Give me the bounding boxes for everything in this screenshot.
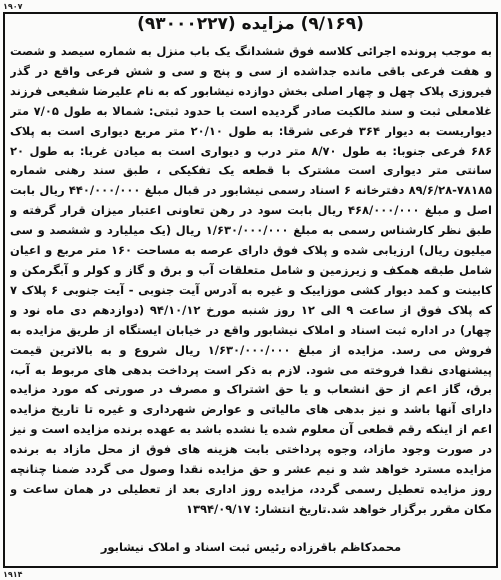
notice-title: (۹/۱۶۹) مزایده (۹۳۰۰۰۲۲۷) bbox=[137, 14, 364, 34]
page-number-top: ۱۹۰۷ bbox=[3, 2, 23, 11]
notice-body: به موجب پرونده اجرائی کلاسه فوق ششدانگ یک باب منزل به شماره سیصد و شصت و هفت فرعی باقی مانده جداشده از سی و پنج و سی و شش فرعی واقع در گذر فیروزی پلاک چهل و چهار اصلی بخش دوازده نیشابور که به نام علیرضا شفیعی فرزند غلامعلی ثبت و سند مالکیت صادر گردیده است با حدود ثبتی: شمالا به طول ۷/۰۵ متر دیواریست به دیوار ۳۶۴ فرعی شرقا: به طول ۲۰/۱۰ متر مربع دیواری است به پلاک ۶۸۶ فرعی جنوبا: به طول ۸/۷۰ متر درب و دیواری است به میادن غربا: به طول ۲۰ سانتی متر دیواری است مشترک با قطعه یک تفکیکی ، طبق سند رهنی شماره ۷۸۱۸۵-۸۹/۶/۲۸ دفترخانه ۶ اسناد رسمی نیشابور در قبال مبلغ ۴۴۰/۰۰۰/۰۰۰ ریال بابت اصل و مبلغ ۴۶۸/۰۰۰/۰۰۰ ریال بابت سود در رهن تعاونی اعتبار میزان قرار گرفته و طبق نظر کارشناس رسمی به مبلغ ۱/۶۳۰/۰۰۰/۰۰۰ ریال (یک میلیارد و ششصد و سی میلیون ریال) ارزیابی شده و پلاک فوق دارای عرصه به مساحت ۱۶۰ متر مربع و اعیان شامل طبقه همکف و زیرزمین و شامل متعلقات آب و برق و گاز و کولر و آبگرمکن و کابینت و کمد دیوار کشی موزاییک و غیره به آدرس آیت جنوبی - آیت جنوبی ۶ پلاک ۷ که پلاک فوق از ساعت ۹ الی ۱۲ روز شنبه مورخ ۹۴/۱۰/۱۲ (دوازدهم دی ماه نود و چهار) در اداره ثبت اسناد و املاک نیشابور واقع در خیابان ایستگاه از طریق مزایده به فروش می رسد. مزایده از مبلغ ۱/۶۳۰/۰۰۰/۰۰۰ ریال شروع و به بالاترین قیمت پیشنهادی نقدا فروخته می شود. لازم به ذکر است پرداخت بدهی های مربوط به آب، برق، گاز اعم از حق انشعاب و یا حق اشتراک و مصرف در صورتی که مورد مزایده دارای آنها باشد و نیز بدهی های مالیاتی و عوارض شهرداری و غیره تا تاریخ مزایده اعم از اینکه رقم قطعی آن معلوم شده یا نشده باشد به عهده برنده مزایده است و نیز در صورت وجود مازاد، وجوه پرداختی بابت هزینه های فوق از محل مازاد به برنده مزایده مسترد خواهد شد و نیم عشر و حق مزایده نقدا وصول می گردد ضمنا چنانچه روز مزایده تعطیل رسمی گردد، مزایده روز اداری بعد از تعطیلی در همان ساعت و مکان مقرر برگزار خواهد شد.تاریخ انتشار: ۱۳۹۴/۰۹/۱۷ bbox=[10, 44, 492, 516]
notice-signature: محمدکاظم باقرزاده رئیس ثبت اسناد و املاک نیشابور bbox=[100, 540, 402, 554]
page-number-bottom: ۱۹۱۴ bbox=[3, 570, 23, 579]
